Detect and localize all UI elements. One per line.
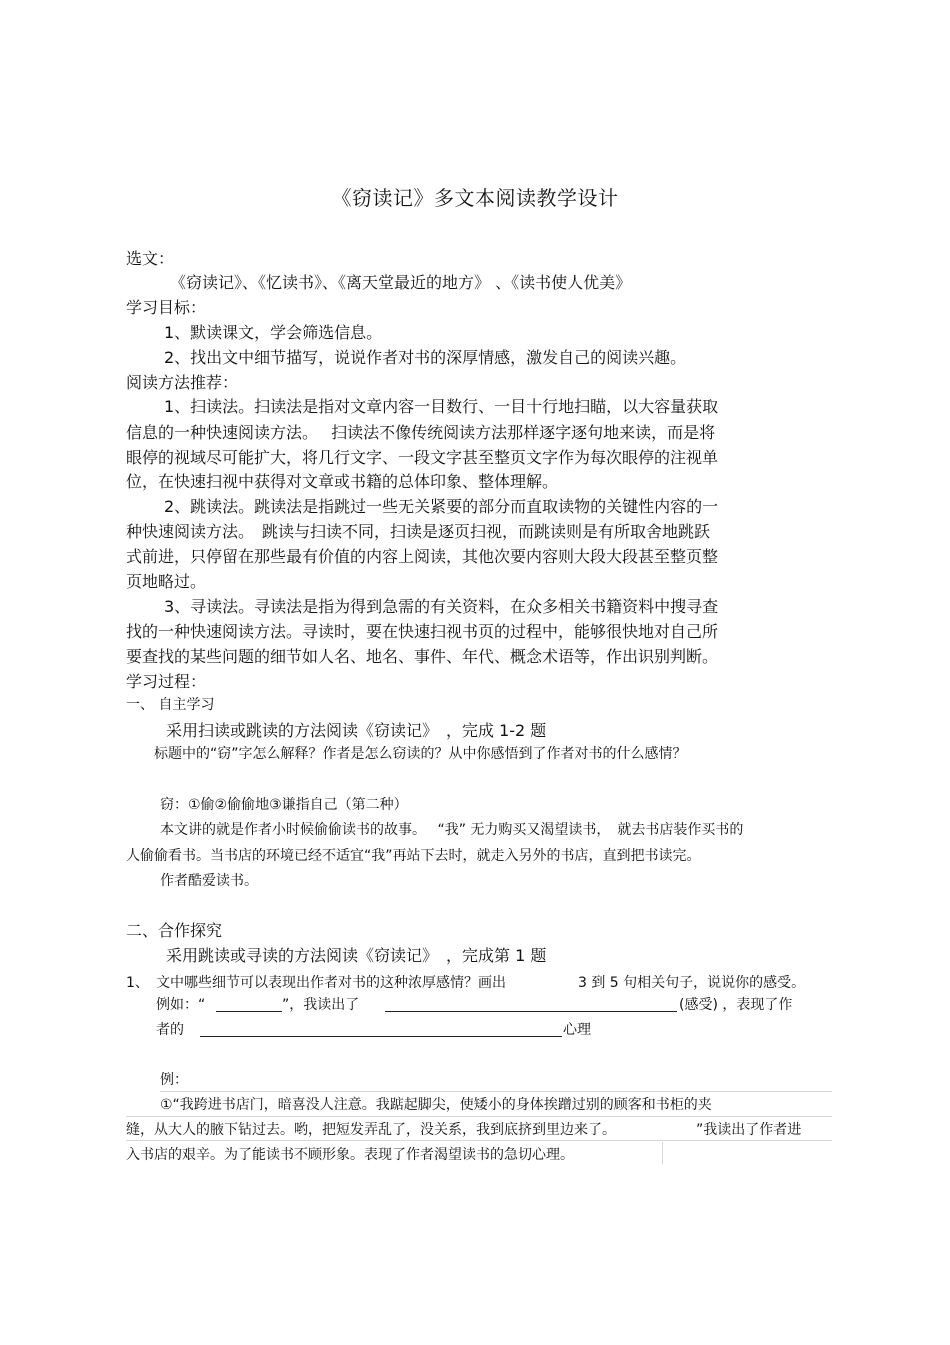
part-2-task: 采用跳读或寻读的方法阅读《窃读记》 ，完成第 1 题 [166, 946, 547, 965]
method-2-line-3: 式前进，只停留在那些最有价值的内容上阅读，其他次要内容则大段大段甚至整页整 [126, 547, 719, 566]
part-1-answer-2a: 本文讲的就是作者小时候偷偷读书的故事。 “我” 无力购买又渴望读书， 就去书店装作买书的 [160, 822, 744, 838]
fill-blank-mindset[interactable] [200, 1022, 562, 1037]
question-1-line-2-suffix: 心理 [563, 1022, 591, 1038]
fill-blank-feeling[interactable] [385, 997, 677, 1012]
question-1-example-mid: ”，我读出了 [282, 997, 360, 1013]
method-1-line-2: 信息的一种快速阅读方法。 扫读法不像传统阅读方法那样逐字逐句地来读，而是将 [126, 423, 716, 442]
example-line-2a: 缝，从大人的腋下钻过去。哟，把短发弄乱了，没关系，我到底挤到里边来了。 [126, 1122, 616, 1138]
method-3-line-3: 要查找的某些问题的细节如人名、地名、事件、年代、概念术语等，作出识别判断。 [126, 647, 719, 666]
part-1-question: 标题中的“窃”字怎么解释？作者是怎么窃读的？从中你感悟到了作者对书的什么感情？ [154, 746, 687, 762]
goals-label: 学习目标： [126, 298, 207, 317]
part-2-label: 二、合作探究 [126, 921, 223, 940]
question-1-text-a: 文中哪些细节可以表现出作者对书的这种浓厚感情？画出 [156, 975, 506, 991]
question-1-line-2-prefix: 者的 [156, 1022, 184, 1038]
document-title: 《窃读记》多文本阅读教学设计 [331, 186, 619, 210]
selected-texts: 《窃读记》、《忆读书》、《离天堂最近的地方》 、《读书使人优美》 [170, 273, 632, 292]
method-3-line-2: 找的一种快速阅读方法。寻读时，要在快速扫视书页的过程中，能够很快地对自己所 [126, 622, 719, 641]
method-2-line-1: 2、跳读法。跳读法是指跳过一些无关紧要的部分而直取读物的关键性内容的一 [164, 497, 719, 516]
example-box-top-border [160, 1091, 832, 1092]
process-label: 学习过程： [126, 672, 207, 691]
fill-blank-sentence[interactable] [216, 997, 282, 1012]
example-line-3: 入书店的艰辛。为了能读书不顾形象。表现了作者渴望读书的急切心理。 [126, 1147, 574, 1163]
example-box-lower-border [126, 1140, 832, 1141]
part-1-label: 一、 自主学习 [126, 697, 215, 713]
part-1-answer-3: 作者酷爱读书。 [160, 873, 258, 889]
method-2-line-4: 页地略过。 [126, 572, 207, 591]
part-1-task: 采用扫读或跳读的方法阅读《窃读记》 ，完成 1-2 题 [166, 721, 547, 740]
method-1-line-1: 1、扫读法。扫读法是指对文章内容一目数行、一目十行地扫瞄，以大容量获取 [164, 397, 719, 416]
example-label: 例： [160, 1072, 188, 1088]
goal-2: 2、找出文中细节描写，说说作者对书的深厚情感，激发自己的阅读兴趣。 [164, 348, 687, 367]
question-1-text-b: 3 到 5 句相关句子，说说你的感受。 [578, 975, 806, 991]
selected-texts-label: 选文： [126, 249, 175, 268]
example-line-2b: ”我读出了作者进 [696, 1122, 802, 1138]
methods-label: 阅读方法推荐： [126, 373, 239, 392]
part-1-answer-2b: 人偷偷看书。当书店的环境已经不适宜“我”再站下去时，就走入另外的书店，直到把书读完。 [126, 848, 701, 864]
question-1-example-suffix: (感受) ，表现了作 [679, 997, 793, 1013]
question-1-example-prefix: 例如：“ [156, 997, 206, 1013]
example-box-right-border [662, 1142, 663, 1164]
part-1-answer-1: 窃：①偷②偷偷地③谦指自己（第二种） [160, 797, 408, 813]
method-1-line-4: 位，在快速扫视中获得对文章或书籍的总体印象、整体理解。 [126, 472, 559, 491]
goal-1: 1、默读课文，学会筛选信息。 [164, 323, 383, 342]
question-1-number: 1、 [126, 975, 149, 991]
method-1-line-3: 眼停的视域尽可能扩大，将几行文字、一段文字甚至整页文字作为每次眼停的注视单 [126, 448, 719, 467]
example-box-mid-border [126, 1116, 832, 1117]
method-3-line-1: 3、寻读法。寻读法是指为得到急需的有关资料，在众多相关书籍资料中搜寻查 [164, 597, 719, 616]
example-line-1: ①“我跨进书店门，暗喜没人注意。我踮起脚尖，使矮小的身体挨蹭过别的顾客和书柜的夹 [160, 1097, 712, 1113]
method-2-line-2: 种快速阅读方法。 跳读与扫读不同，扫读是逐页扫视，而跳读则是有所取舍地跳跃 [126, 522, 711, 541]
